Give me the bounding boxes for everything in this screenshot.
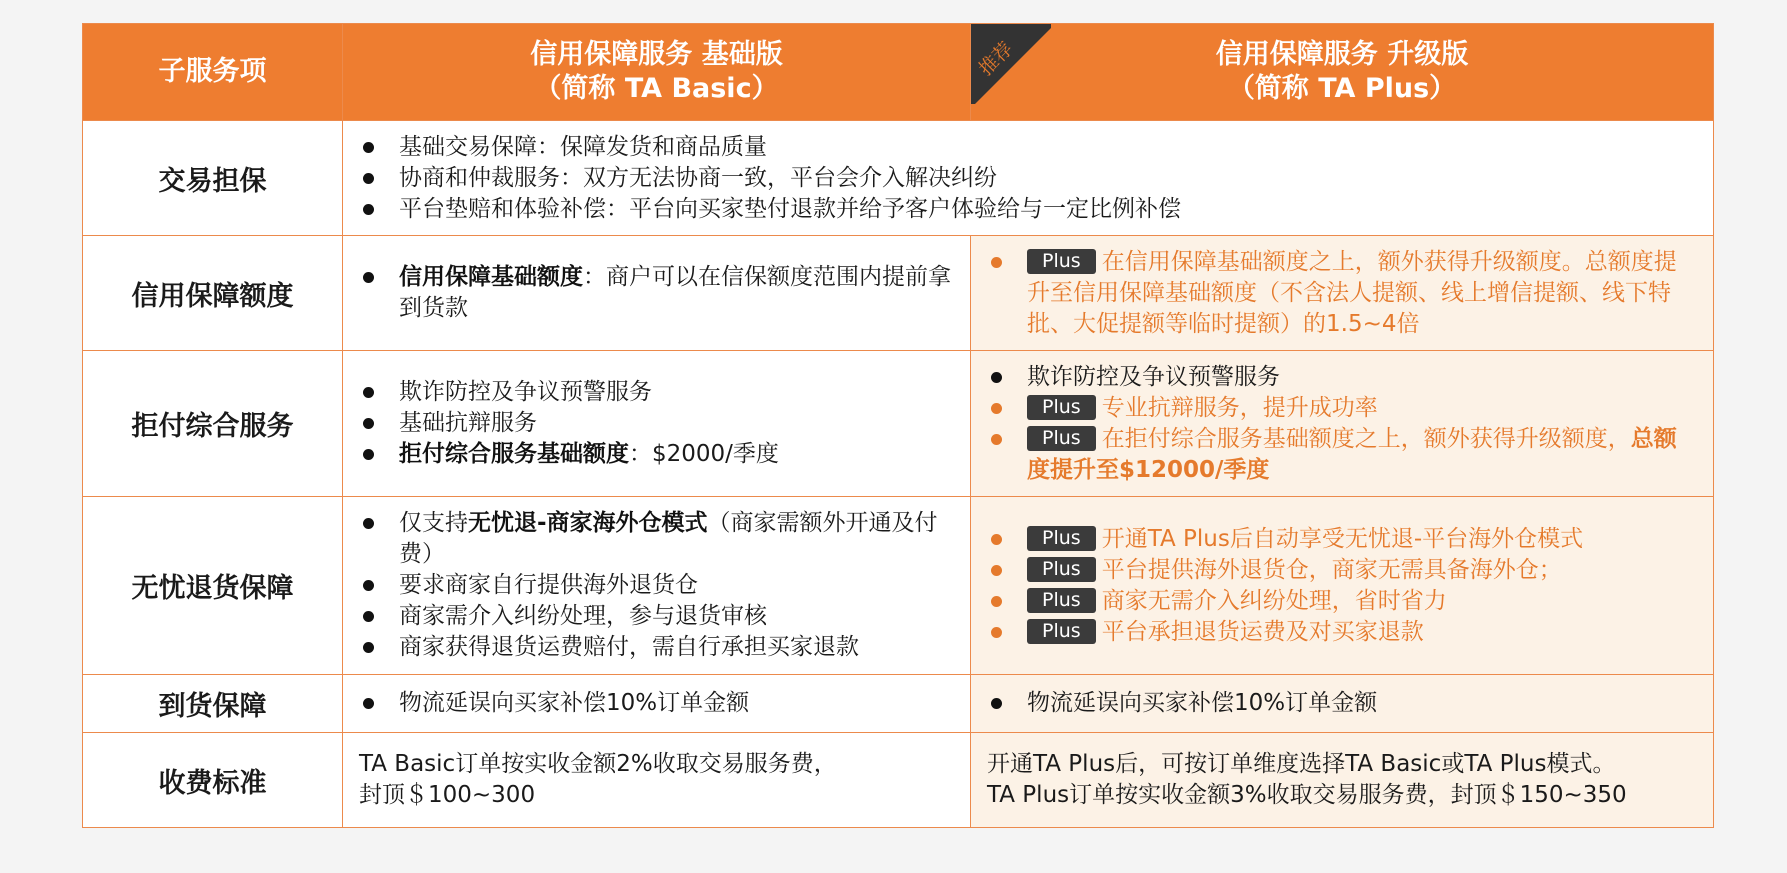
recommend-ribbon	[971, 24, 1051, 104]
row-arrival-guarantee	[83, 675, 1714, 733]
list-item	[987, 586, 1695, 617]
list-item	[987, 617, 1695, 648]
plus-badge: Plus	[1027, 249, 1096, 274]
fees-basic-cell	[343, 733, 971, 828]
fees-plus-cell	[971, 733, 1714, 828]
list-item	[987, 424, 1695, 486]
row-label: 无忧退货保障	[83, 497, 343, 675]
list-item: 物流延误向买家补偿10%订单金额	[359, 688, 952, 719]
list-item	[359, 439, 952, 470]
row-chargeback	[83, 351, 1714, 497]
list-item: 要求商家自行提供海外退货仓	[359, 570, 952, 601]
list-item	[987, 393, 1695, 424]
list-item	[987, 524, 1695, 555]
list-item: 基础交易保障：保障发货和商品质量	[359, 132, 1695, 163]
row-label: 信用保障额度	[83, 236, 343, 351]
credit-basic-bold: 信用保障基础额度	[399, 264, 583, 290]
header-basic-title: 信用保障服务 基础版	[530, 39, 783, 70]
header-plus-title: 信用保障服务 升级版	[1215, 39, 1469, 70]
plus-badge: Plus	[1027, 619, 1096, 644]
header-ta-basic	[343, 24, 971, 121]
row-label: 拒付综合服务	[83, 351, 343, 497]
list-item: 欺诈防控及争议预警服务	[987, 362, 1695, 393]
recommend-label: 推荐	[974, 37, 1018, 81]
returns-plus-text: 开通TA Plus后自动享受无忧退-平台海外仓模式	[1101, 525, 1584, 552]
list-item: 协商和仲裁服务：双方无法协商一致，平台会介入解决纠纷	[359, 163, 1695, 194]
credit-plus-text: 在信用保障基础额度之上，额外获得升级额度。总额度提升至信用保障基础额度（不含法人提额、线上增信提额、线下特批、大促提额等临时提额）的1.5~4倍	[1027, 248, 1677, 337]
service-comparison-table	[82, 23, 1714, 828]
chargeback-plus-bold: 总额度提升至$12000/季度	[1027, 425, 1677, 483]
trade-list	[359, 132, 1695, 225]
arrival-plus-cell	[971, 675, 1714, 733]
returns-basic-bold: 无忧退-商家海外仓模式	[468, 510, 708, 536]
trade-cell	[343, 121, 1714, 236]
fees-plus-line2: TA Plus订单按实收金额3%收取交易服务费，封顶＄150~350	[987, 782, 1627, 808]
chargeback-basic-bold: 拒付综合服务基础额度	[399, 441, 629, 467]
row-worry-free-returns	[83, 497, 1714, 675]
list-item: 基础抗辩服务	[359, 408, 952, 439]
list-item: 商家需介入纠纷处理，参与退货审核	[359, 601, 952, 632]
plus-badge: Plus	[1027, 557, 1096, 582]
row-label: 交易担保	[83, 121, 343, 236]
list-item: 欺诈防控及争议预警服务	[359, 377, 952, 408]
row-credit-limit	[83, 236, 1714, 351]
list-item: 商家获得退货运费赔付，需自行承担买家退款	[359, 632, 952, 663]
header-ta-plus	[971, 24, 1714, 121]
credit-basic-cell	[343, 236, 971, 351]
header-plus-subtitle: （简称 TA Plus）	[1227, 73, 1457, 104]
header-sub-service	[83, 24, 343, 121]
fees-plus-line1: 开通TA Plus后，可按订单维度选择TA Basic或TA Plus模式。	[987, 751, 1616, 777]
arrival-basic-cell	[343, 675, 971, 733]
list-item	[359, 262, 952, 324]
chargeback-plus-cell	[971, 351, 1714, 497]
fees-basic-line1: TA Basic订单按实收金额2%收取交易服务费，	[359, 751, 837, 777]
credit-basic-text: ：商户可以在信保额度范围内提前拿到货款	[399, 264, 951, 321]
row-trade-guarantee	[83, 121, 1714, 236]
returns-plus-text: 平台承担退货运费及对买家退款	[1101, 618, 1424, 645]
returns-basic-pre: 仅支持	[399, 510, 468, 536]
returns-plus-cell	[971, 497, 1714, 675]
returns-plus-text: 平台提供海外退货仓，商家无需具备海外仓；	[1101, 556, 1562, 583]
list-item	[987, 247, 1695, 340]
row-label: 收费标准	[83, 733, 343, 828]
header-row	[83, 24, 1714, 121]
list-item: 平台垫赔和体验补偿：平台向买家垫付退款并给予客户体验给与一定比例补偿	[359, 194, 1695, 225]
list-item	[359, 508, 952, 570]
row-fee-standard	[83, 733, 1714, 828]
row-label: 到货保障	[83, 675, 343, 733]
plus-badge: Plus	[1027, 588, 1096, 613]
list-item	[987, 555, 1695, 586]
comparison-table-wrapper	[82, 23, 1713, 828]
chargeback-basic-cell	[343, 351, 971, 497]
returns-plus-text: 商家无需介入纠纷处理，省时省力	[1101, 587, 1447, 614]
header-basic-subtitle: （简称 TA Basic）	[534, 73, 779, 104]
returns-basic-cell	[343, 497, 971, 675]
plus-badge: Plus	[1027, 526, 1096, 551]
plus-badge: Plus	[1027, 395, 1096, 420]
list-item: 物流延误向买家补偿10%订单金额	[987, 688, 1695, 719]
header-sub-service-label: 子服务项	[158, 56, 267, 87]
plus-badge: Plus	[1027, 426, 1096, 451]
credit-plus-cell	[971, 236, 1714, 351]
chargeback-basic-tail: ：$2000/季度	[629, 441, 779, 467]
fees-basic-line2: 封顶＄100~300	[359, 782, 536, 808]
returns-basic-post: （商家需额外开通及付费）	[399, 510, 938, 567]
chargeback-plus-text: 在拒付综合服务基础额度之上，额外获得升级额度，	[1101, 425, 1631, 452]
chargeback-plus-text: 专业抗辩服务，提升成功率	[1101, 394, 1378, 421]
